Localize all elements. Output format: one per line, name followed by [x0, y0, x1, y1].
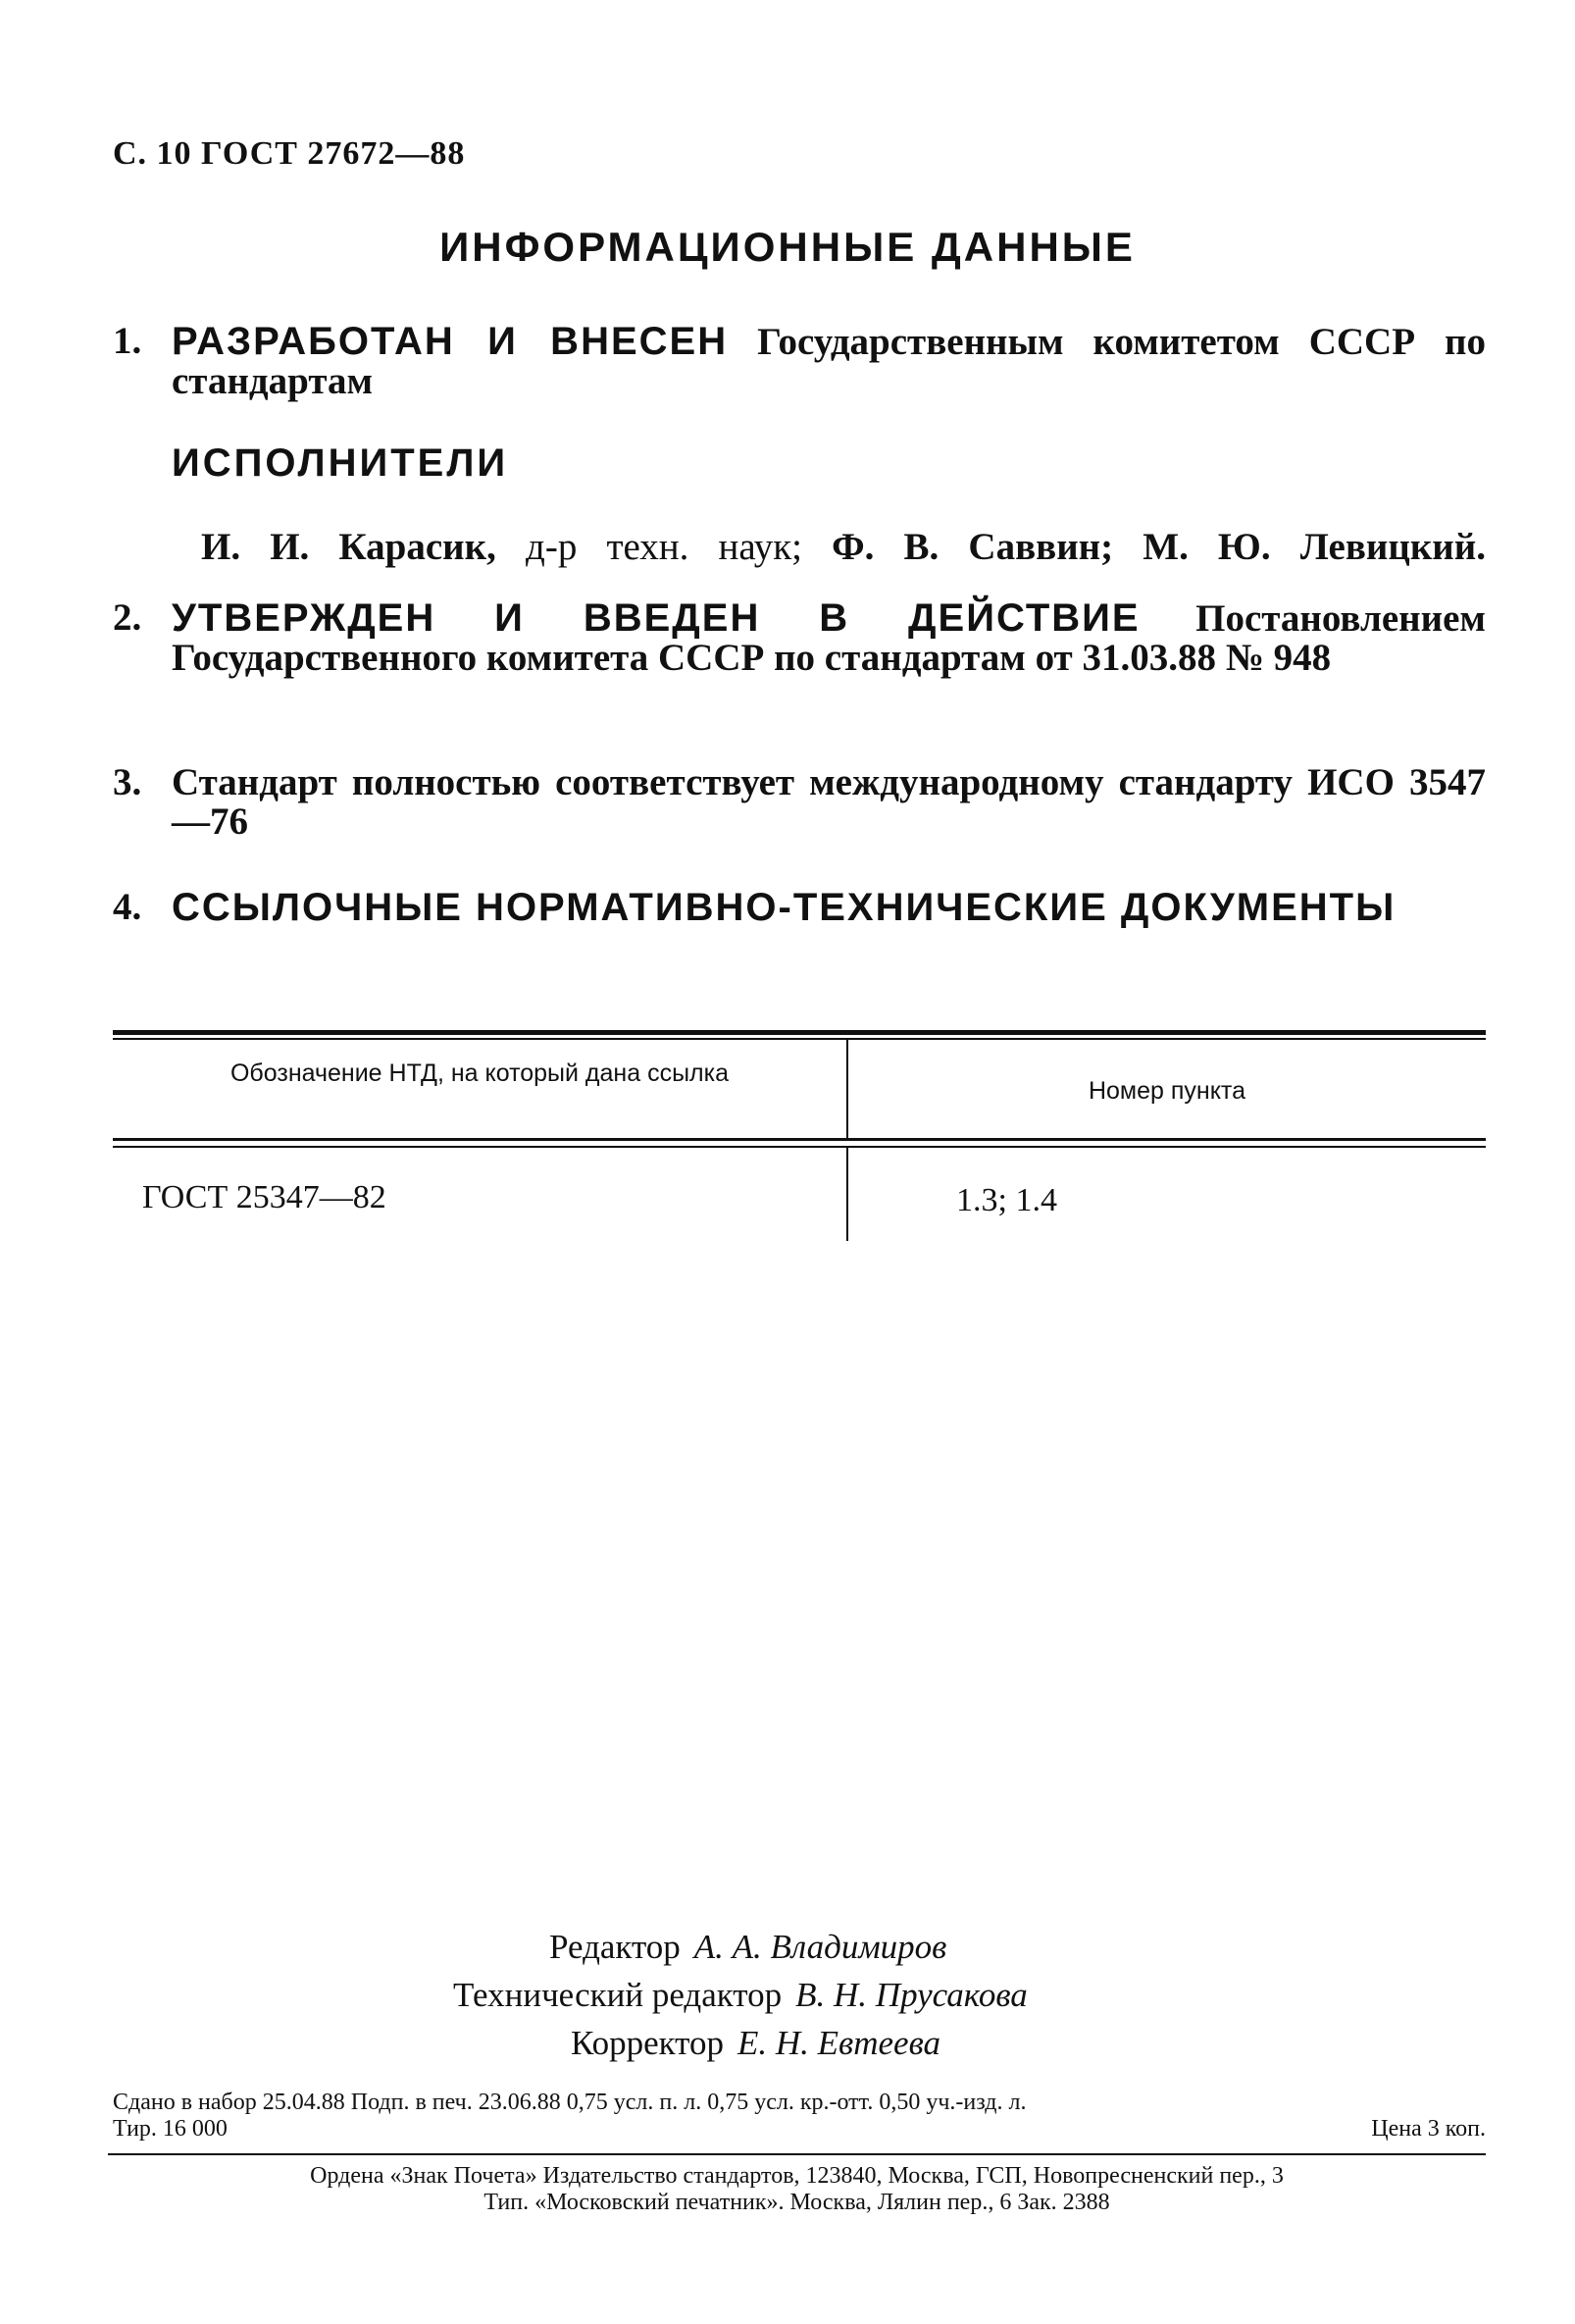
credit-name: А. А. Владимиров	[693, 1928, 947, 1966]
item-number: 2.	[113, 596, 142, 639]
table-column-divider	[846, 1148, 848, 1241]
executor-1-name: И. И. Карасик,	[201, 526, 496, 568]
item-text: Постановлением Государственного комитета СССР по стандартам от 31.03.88 № 948	[172, 597, 1486, 679]
item-caps: УТВЕРЖДЕН И ВВЕДЕН В ДЕЙСТВИЕ	[172, 596, 1141, 640]
executor-1-title: д-р техн. наук;	[495, 526, 833, 568]
item-number: 4.	[113, 886, 142, 928]
credit-tech-editor	[453, 1971, 1028, 2019]
credit-editor	[549, 1923, 946, 1971]
table-header-designation: Обозначение НТД, на который дана ссылка	[229, 1059, 730, 1087]
credit-name: В. Н. Прусакова	[795, 1976, 1028, 2014]
item-text: Стандарт полностью соответствует международному стандарту ИСО 3547—76	[172, 761, 1486, 843]
info-item-2	[113, 598, 1486, 678]
info-item-3	[113, 763, 1486, 842]
publisher-block	[108, 2163, 1486, 2216]
credit-corrector	[571, 2019, 940, 2067]
item-number: 3.	[113, 761, 142, 803]
references-table	[113, 1030, 1486, 1265]
imprint-price: Цена 3 коп.	[1371, 2116, 1486, 2142]
table-rule	[113, 1146, 1486, 1148]
credit-role: Корректор	[571, 2024, 725, 2062]
credit-role: Редактор	[549, 1928, 681, 1966]
document-title: ИНФОРМАЦИОННЫЕ ДАННЫЕ	[439, 224, 1136, 270]
printer-line: Тип. «Московский печатник». Москва, Лялин пер., 6 Зак. 2388	[483, 2190, 1110, 2215]
credit-role: Технический редактор	[453, 1976, 783, 2014]
publisher-line: Ордена «Знак Почета» Издательство стандартов, 123840, Москва, ГСП, Новопресненский пер., 3	[310, 2163, 1284, 2189]
table-rule	[113, 1038, 1486, 1040]
imprint-circulation: Тир. 16 000	[113, 2116, 228, 2142]
imprint-block	[113, 2090, 1486, 2143]
table-rule	[113, 1030, 1486, 1035]
imprint-divider	[108, 2153, 1486, 2155]
info-item-1	[113, 322, 1486, 401]
item-number: 1.	[113, 320, 142, 362]
table-header-clause: Номер пункта	[1088, 1077, 1246, 1105]
executors-heading: ИСПОЛНИТЕЛИ	[172, 441, 509, 485]
page-header: С. 10 ГОСТ 27672—88	[113, 135, 466, 172]
item-caps: РАЗРАБОТАН И ВНЕСЕН	[172, 320, 729, 363]
imprint-print-details: Сдано в набор 25.04.88 Подп. в печ. 23.06.88 0,75 усл. п. л. 0,75 усл. кр.-отт. 0,50 уч.-изд. л.	[113, 2090, 1027, 2115]
item-caps: ССЫЛОЧНЫЕ НОРМАТИВНО-ТЕХНИЧЕСКИЕ ДОКУМЕНТЫ	[172, 886, 1397, 929]
info-item-4	[113, 888, 1486, 928]
executors-list	[201, 525, 1486, 569]
item-text: Государственным комитетом СССР по стандартам	[172, 321, 1486, 402]
table-rule	[113, 1138, 1486, 1141]
table-cell-clause: 1.3; 1.4	[956, 1182, 1057, 1218]
credit-name: Е. Н. Евтеева	[737, 2024, 941, 2062]
table-cell-designation: ГОСТ 25347—82	[142, 1179, 386, 1215]
executor-2-3: Ф. В. Саввин; М. Ю. Левицкий.	[832, 526, 1486, 568]
